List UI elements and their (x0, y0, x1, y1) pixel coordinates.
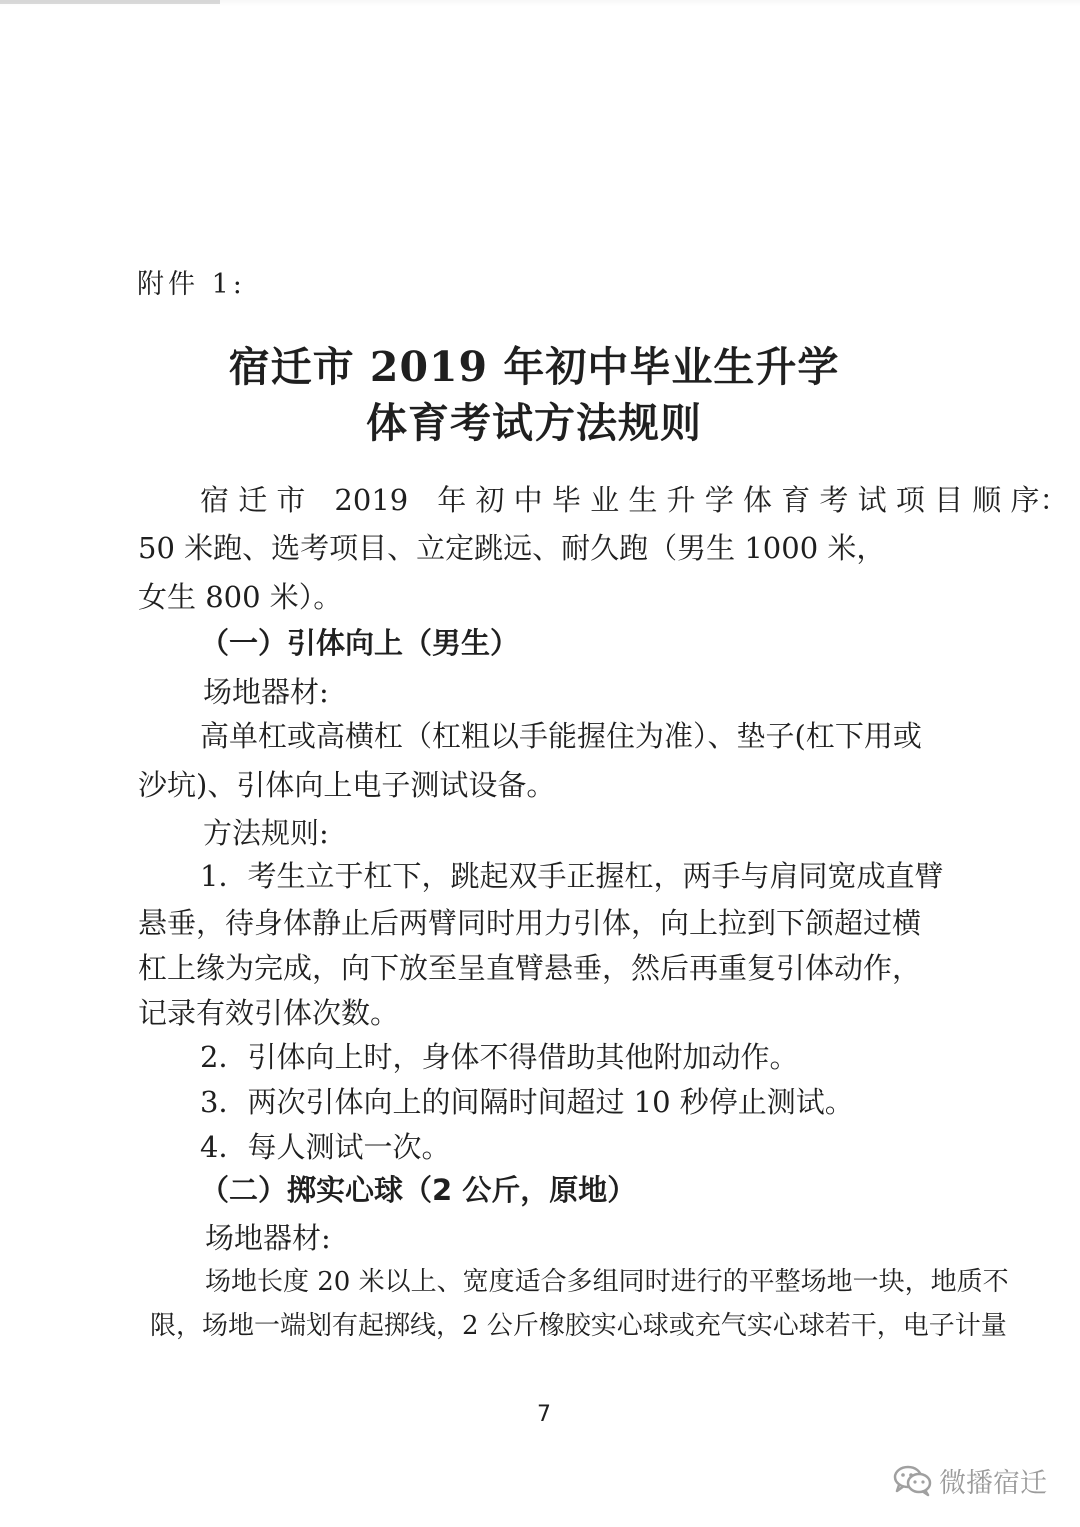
intro-line-3: 女生 800 米）。 (138, 580, 343, 614)
section-1-heading: （一）引体向上（男生） (200, 626, 520, 660)
document-title-line-2: 体育考试方法规则 (366, 399, 702, 447)
intro-line-2: 50 米跑、选考项目、立定跳远、耐久跑（男生 1000 米， (138, 531, 886, 565)
section-1-rule-line: 4．每人测试一次。 (200, 1130, 451, 1164)
section-2-venue-label: 场地器材: (205, 1221, 331, 1255)
section-1-rule-line: 1．考生立于杠下，跳起双手正握杠，两手与肩同宽成直臂 (200, 859, 944, 893)
intro-line-1: 宿 迁 市 2019 年 初 中 毕 业 生 升 学 体 育 考 试 项 目 顺 序： (200, 483, 1069, 517)
attachment-label: 附件 1: (137, 269, 246, 300)
section-1-method-label: 方法规则: (203, 816, 329, 850)
document-title-line-1: 宿迁市 2019 年初中毕业生升学 (228, 343, 840, 391)
section-1-venue-line-2: 沙坑)、引体向上电子测试设备。 (138, 768, 556, 802)
watermark (893, 1461, 1047, 1500)
wechat-official-account-icon (893, 1464, 933, 1498)
section-1-rule-line: 记录有效引体次数。 (138, 996, 400, 1030)
page-number: 7 (537, 1402, 551, 1427)
section-1-rule-line: 3．两次引体向上的间隔时间超过 10 秒停止测试。 (200, 1085, 854, 1119)
watermark-text: 微播宿迁 (939, 1468, 1047, 1499)
section-1-rule-line: 2．引体向上时，身体不得借助其他附加动作。 (200, 1040, 799, 1074)
section-2-heading: （二）掷实心球（2 公斤，原地） (200, 1173, 637, 1207)
section-2-venue-line-1: 场地长度 20 米以上、宽度适合多组同时进行的平整场地一块，地质不 (205, 1267, 1009, 1297)
section-1-venue-line-1: 高单杠或高横杠（杠粗以手能握住为准）、垫子(杠下用或 (200, 719, 922, 753)
section-1-venue-label: 场地器材: (203, 675, 329, 709)
section-1-rule-line: 悬垂，待身体静止后两臂同时用力引体，向上拉到下颌超过横 (138, 906, 922, 940)
section-2-venue-line-2: 限，场地一端划有起掷线，2 公斤橡胶实心球或充气实心球若干，电子计量 (150, 1311, 1007, 1341)
scan-artifact (0, 0, 220, 4)
section-1-rule-line: 杠上缘为完成，向下放至呈直臂悬垂，然后再重复引体动作， (138, 951, 922, 985)
